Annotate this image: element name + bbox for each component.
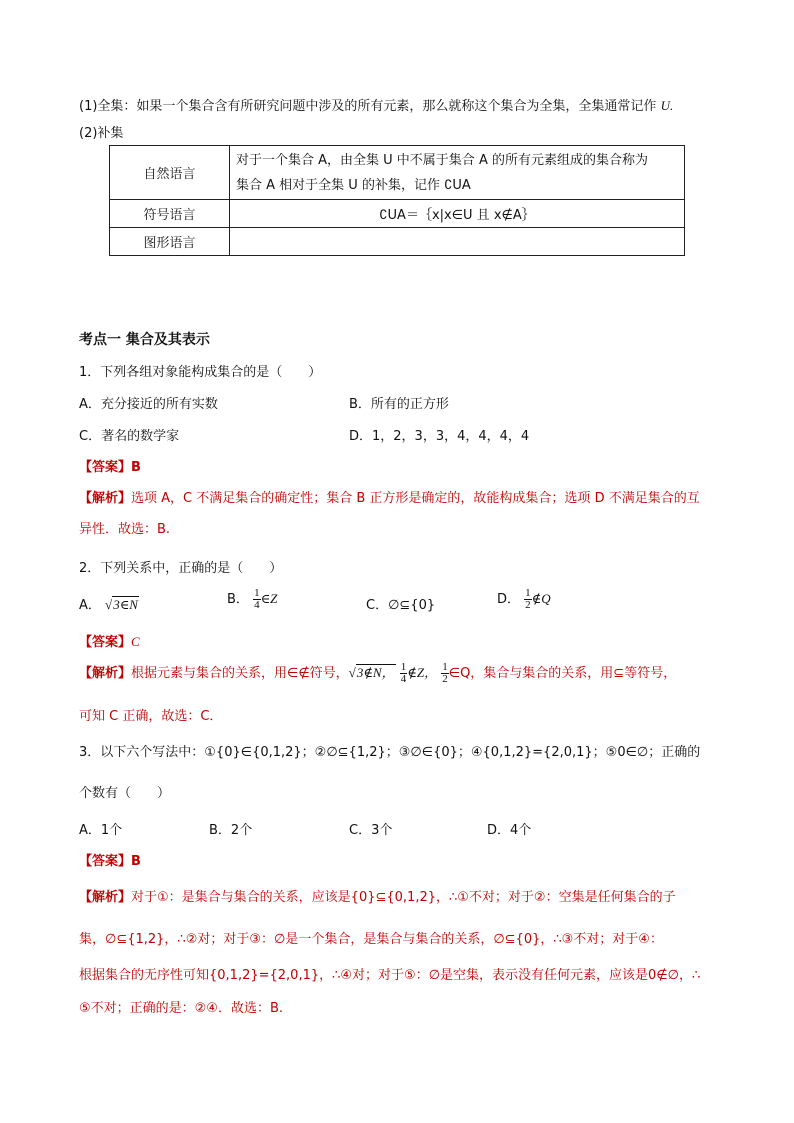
universal-text: 全集：如果一个集合含有所研究问题中涉及的所有元素，那么就称这个集合为全集，全集通常记作 (97, 99, 657, 114)
item-number: (2) (79, 126, 98, 141)
option-label: B． (227, 592, 249, 607)
denominator: 4 (254, 599, 260, 611)
answer-tag: 【答案】 (79, 635, 132, 650)
denominator: 4 (400, 673, 407, 685)
q3-analysis-line-1 (79, 886, 676, 905)
q3-option-d: D．4个 (487, 823, 532, 838)
option-expression: 3∈N (113, 597, 138, 612)
analysis-text: 对于①：是集合与集合的关系，应该是{0}⊆{0,1,2}，∴①不对；对于②：空集是任何集合的子 (131, 890, 676, 905)
complement-heading (79, 122, 123, 141)
analysis-text: 根据元素与集合的关系，用∈∉符号， (131, 666, 349, 681)
sqrt-symbol: √3∉N， (348, 665, 395, 680)
q1-stem: 1．下列各组对象能构成集合的是（ ） (79, 365, 322, 380)
q3-stem-line-2: 个数有（ ） (79, 786, 171, 801)
q2-option-b (227, 588, 277, 611)
q1-answer (79, 456, 141, 475)
row-value-natural (230, 146, 685, 200)
natural-line-1: 对于一个集合 A，由全集 U 中不属于集合 A 的所有元素组成的集合称为 (236, 152, 648, 168)
fraction-one-fourth (253, 588, 261, 611)
q1-analysis-line-1 (79, 487, 700, 506)
q2-option-d (497, 588, 551, 611)
q1-analysis-line-2: 异性．故选：B. (79, 522, 171, 537)
universal-symbol: U. (660, 98, 674, 113)
numerator: 1 (442, 661, 448, 673)
table-row (110, 200, 685, 228)
complement-title: 补集 (97, 126, 124, 141)
row-label-graph: 图形语言 (110, 228, 230, 256)
q2-option-c: C．∅⊆{0} (366, 598, 436, 613)
universal-set-definition (79, 95, 673, 114)
q3-answer (79, 850, 141, 869)
numerator: 1 (254, 587, 260, 599)
section-title: 考点一 集合及其表示 (79, 332, 210, 348)
answer-tag: 【答案】 (79, 460, 132, 475)
table-row (110, 146, 685, 200)
denominator: 2 (525, 599, 531, 611)
analysis-tag: 【解析】 (79, 491, 132, 506)
analysis-tag: 【解析】 (79, 890, 132, 905)
denominator: 2 (442, 673, 448, 685)
fraction-one-half (524, 588, 532, 611)
answer-value: B (131, 460, 141, 475)
row-label-natural: 自然语言 (110, 146, 230, 200)
answer-value: C (131, 634, 140, 649)
answer-value: B (131, 854, 141, 869)
q2-stem: 2．下列关系中，正确的是（ ） (79, 561, 283, 576)
q2-analysis-line-2: 可知 C 正确，故选：C． (79, 709, 223, 724)
natural-line-2: 集合 A 相对于全集 U 的补集，记作 ∁UA (236, 177, 471, 193)
item-number: (1) (79, 99, 98, 114)
complement-table (109, 145, 685, 256)
fraction-one-half (441, 662, 449, 685)
analysis-tag: 【解析】 (79, 666, 132, 681)
sqrt-symbol: √3∈N (105, 597, 138, 612)
table-row (110, 228, 685, 256)
q3-analysis-line-2: 集，∅⊆{1,2}，∴②对；对于③：∅是一个集合，是集合与集合的关系，∅⊆{0}，∴③不对；对于④： (79, 932, 663, 947)
q3-option-a: A．1个 (79, 823, 123, 838)
option-expression: ∈Z (260, 591, 278, 606)
q1-option-c: C．著名的数学家 (79, 429, 180, 444)
q1-option-a: A．充分接近的所有实数 (79, 397, 218, 412)
numerator: 1 (525, 587, 531, 599)
q3-analysis-line-4: ⑤不对；正确的是：②④．故选：B. (79, 1001, 284, 1016)
answer-tag: 【答案】 (79, 854, 132, 869)
analysis-text: 选项 A，C 不满足集合的确定性；集合 B 正方形是确定的，故能构成集合；选项 D 不满足集合的互 (131, 491, 700, 506)
row-value-graph (230, 228, 685, 256)
q3-stem-line-1: 3．以下六个写法中：①{0}∈{0,1,2}；②∅⊆{1,2}；③∅∈{0}；④{0,1,2}={2,0,1}；⑤0∈∅；正确的 (79, 745, 701, 760)
option-label: D． (497, 592, 521, 607)
q2-answer (79, 631, 140, 650)
q3-analysis-line-3: 根据集合的无序性可知{0,1,2}={2,0,1}，∴④对；对于⑤：∅是空集，表示没有任何元素，应该是0∉∅，∴ (79, 968, 701, 983)
row-value-symbol: ∁UA＝｛x|x∈U 且 x∉A｝ (230, 200, 685, 228)
analysis-expression: ∉Z， (407, 665, 438, 680)
q3-option-c: C．3个 (349, 823, 393, 838)
q1-option-b: B．所有的正方形 (349, 397, 449, 412)
option-expression: ∉Q (531, 591, 551, 606)
option-label: A． (79, 598, 101, 613)
numerator: 1 (400, 661, 407, 673)
q3-option-b: B．2个 (209, 823, 253, 838)
q2-option-a (79, 594, 139, 613)
q1-option-d: D．1，2，3，3，4，4，4，4 (349, 429, 530, 444)
q2-analysis-line-1 (79, 662, 676, 685)
analysis-text: ∈Q，集合与集合的关系，用⊆等符号， (448, 666, 677, 681)
row-label-symbol: 符号语言 (110, 200, 230, 228)
analysis-expression: 3∉N， (356, 665, 395, 680)
